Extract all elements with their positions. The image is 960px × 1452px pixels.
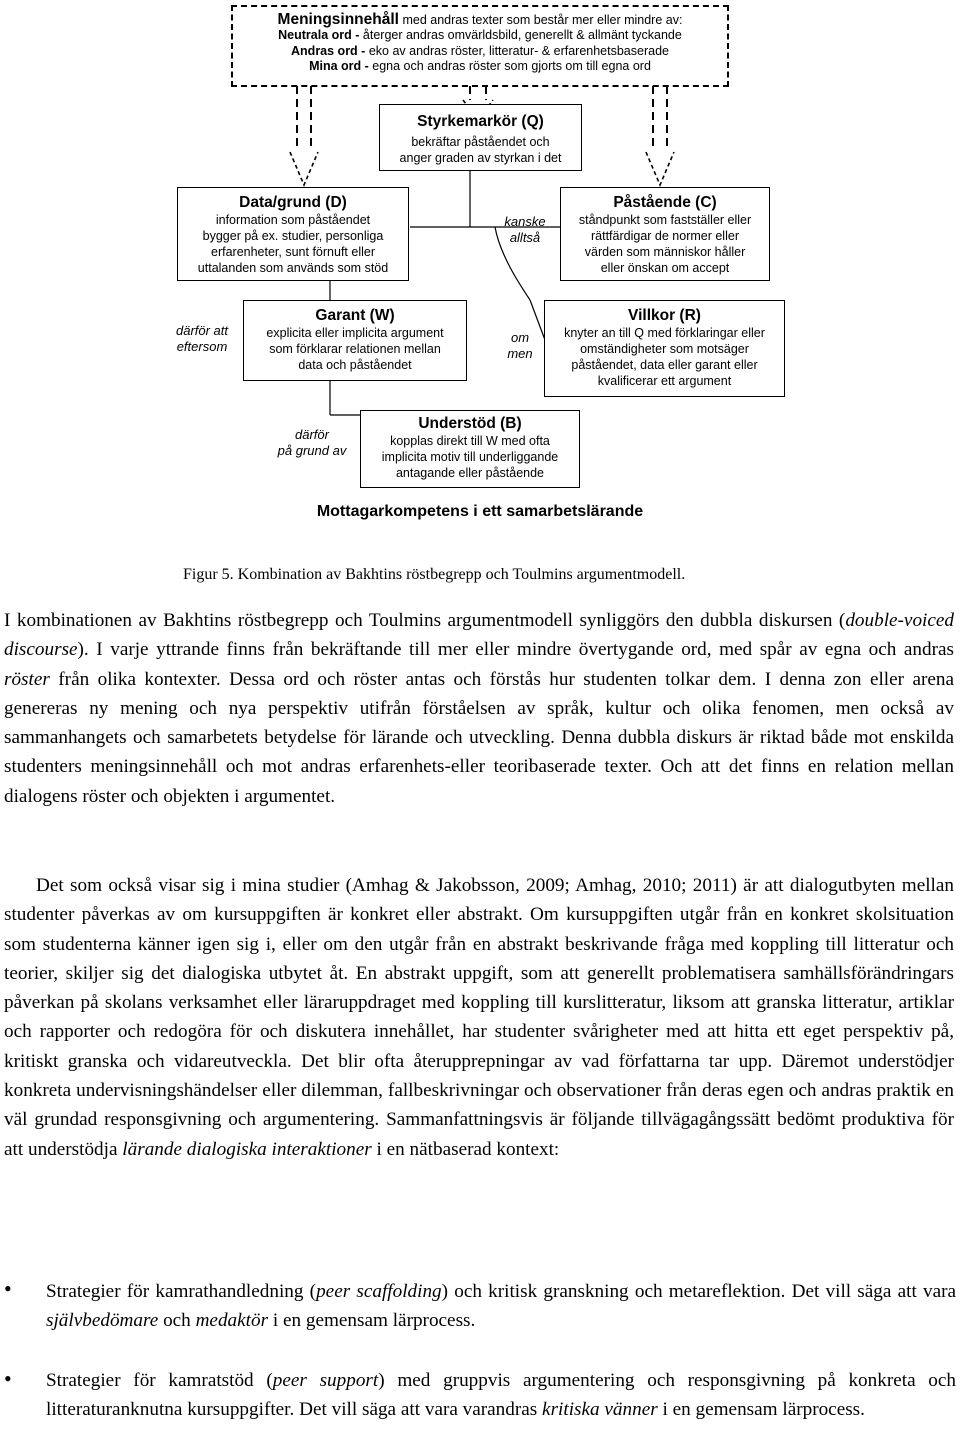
rebuttal-box [544,300,785,397]
warrant-box [243,300,467,381]
label-pa-grund-av: på grund av [277,443,347,458]
others-words-label: Andras ord - [291,43,366,58]
warrant-line: som förklarar relationen mellan [269,342,441,356]
paragraph-2 [4,871,954,1164]
bullet-icon: • [4,1366,12,1391]
bullet-item-2 [46,1366,956,1425]
paragraph-1 [4,606,954,811]
rebuttal-line: knyter an till Q med förklaringar eller [564,326,765,340]
bullet-2-text: i en gemensam lärprocess. [657,1399,865,1421]
data-box [177,187,409,281]
claim-line: ståndpunkt som fastställer eller [578,213,752,227]
claim-title: Påstående (C) [613,194,717,211]
bullet-1-text: Strategier för kamrathandledning ( [46,1281,317,1302]
bullet-2-italic: kritiska vänner [542,1399,658,1421]
warrant-line: data och påståendet [298,358,412,372]
my-words-label: Mina ord - [309,59,369,73]
data-title: Data/grund (D) [239,194,347,211]
claim-line: rättfärdigar de normer eller [591,229,739,243]
claim-line: värden som människor håller [584,245,746,259]
qualifier-title: Styrkemarkör (Q) [417,113,544,130]
label-om: om [510,330,530,345]
warrant-title: Garant (W) [315,307,395,324]
claim-box [560,187,770,281]
neutral-words-label: Neutrala ord - [278,28,360,42]
data-line: uttalanden som används som stöd [197,261,389,275]
paragraph-1-text: från olika kontexter. Dessa ord och röster antas och förstås hur studenten tolkar dem. I denna zon eller arena genereras ny mening och nya perspektiv utifrån förståelsen av språk, kultur och olika fenomen, men också av sammanhangets och samarbetets betydelse för lärande och utveckling. Denna dubbla diskurs är riktad både mot enskilda studenters meningsinnehåll och mot andras erfarenhets-eller teoribaserade texter. Och att det finns en relation mellan dialogens röster och objekten i argumentet. [4,668,954,807]
bullet-1-italic: peer scaffolding [316,1281,442,1302]
meaning-content-box [231,5,729,87]
meaning-title: Meningsinnehåll [277,11,399,28]
bullet-2-italic: peer support [272,1370,379,1391]
backing-title: Understöd (B) [418,415,522,432]
label-kanske-alltsa [490,214,560,246]
meaning-title-suffix: med andras texter som består mer eller mindre av: [402,13,683,27]
bullet-item-1 [46,1277,956,1336]
label-kanske: kanske [504,214,546,229]
rebuttal-line: påståendet, data eller garant eller [571,358,758,372]
rebuttal-line: omständigheter som motsäger [580,342,749,356]
paragraph-1-text: ). I varje yttrande finns från bekräftande till mer eller mindre övertygande ord, med spår av egna och andras [77,639,954,661]
bullet-icon: • [4,1276,12,1301]
label-om-men [495,330,545,362]
bullet-1-text: ) och kritisk granskning och metareflektion. Det vill säga att vara [441,1281,956,1302]
diagram-footer-title: Mottagarkompetens i ett samarbetslärande [316,503,644,520]
qualifier-line: anger graden av styrkan i det [399,151,562,165]
neutral-words-text: återger andras omvärldsbild, generellt & allmänt tyckande [362,28,682,42]
warrant-line: explicita eller implicita argument [266,326,444,340]
paragraph-2-text: i en nätbaserad kontext: [371,1138,560,1160]
label-men: men [507,346,533,361]
paragraph-2-italic: lärande dialogiska interaktioner [122,1138,372,1160]
paragraph-1-text: I kombinationen av Bakhtins röstbegrepp och Toulmins argumentmodell synliggörs den dubbla diskursen ( [4,610,846,631]
bullet-1-text: i en gemensam lärprocess. [268,1310,476,1332]
label-alltsa: alltså [509,230,541,245]
claim-line: eller önskan om accept [600,261,730,275]
bullet-1-text: och [158,1310,196,1332]
backing-line: antagande eller påstående [395,466,545,480]
qualifier-box [379,104,582,171]
data-line: erfarenheter, sunt förnuft eller [211,245,375,259]
bullet-1-italic: självbedömare [46,1310,159,1332]
my-words-text: egna och andras röster som gjorts om till egna ord [372,59,651,73]
paragraph-1-italic: röster [4,668,50,690]
rebuttal-title: Villkor (R) [628,307,701,324]
bullet-1-italic: medaktör [195,1310,269,1332]
rebuttal-line: kvalificerar ett argument [597,374,732,388]
bullet-2-text: ) med gruppvis argumentering och responsgivning på konkreta och litteraturanknutna kursuppgifter. Det vill säga att vara varandras [46,1370,957,1421]
data-line: bygger på ex. studier, personliga [202,229,384,243]
others-words-text: eko av andras röster, litteratur- & erfarenhetsbaserade [368,43,669,58]
bullet-2-text: Strategier för kamratstöd ( [46,1370,273,1391]
backing-line: implicita motiv till underliggande [381,450,559,464]
backing-line: kopplas direkt till W med ofta [390,434,550,448]
figure-caption: Figur 5. Kombination av Bakhtins röstbegrepp och Toulmins argumentmodell. [183,566,686,583]
paragraph-1-italic: double-voiced discourse [4,610,954,661]
qualifier-line: bekräftar påståendet och [411,135,550,149]
label-darfor-att-eftersom [162,323,242,355]
data-line: information som påståendet [215,213,371,227]
label-darfor: därför [295,427,329,442]
paragraph-2-text: Det som också visar sig i mina studier (Amhag & Jakobsson, 2009; Amhag, 2010; 2011) är att dialogutbyten mellan studenter påverkas av om kursuppgiften är konkret eller abstrakt. Om kursuppgiften utgår från en konkret skolsituation som studenterna känner igen sig i, eller om den utgår från en abstrakt beskrivande fråga med koppling till litteratur och teorier, skiljer sig det dialogiska utbytet åt. En abstrakt uppgift, som att generellt problematisera samhällsförändringars påverkan på skolans verksamhet eller läraruppdraget med koppling till kurslitteratur, liksom att granska litteratur, artiklar och rapporter och redogöra för och diskutera innehållet, har studenter svårigheter med att hitta ett eget perspektiv på, kritiskt granska och vidareutveckla. Det blir ofta återupprepningar av vad författarna tar upp. Däremot understödjer konkreta undervisningshändelser eller dilemman, fallbeskrivningar och observationer från deras egen och andras praktik en väl grundad responsgivning och argumentering. Sammanfattningsvis är följande tillvägagångssätt bedömt produktiva för att understödja [4,875,954,1160]
label-darfor-att: därför att [175,323,229,338]
backing-box [360,410,580,488]
label-darfor-pa-grund-av [262,427,362,459]
label-eftersom: eftersom [176,339,228,354]
